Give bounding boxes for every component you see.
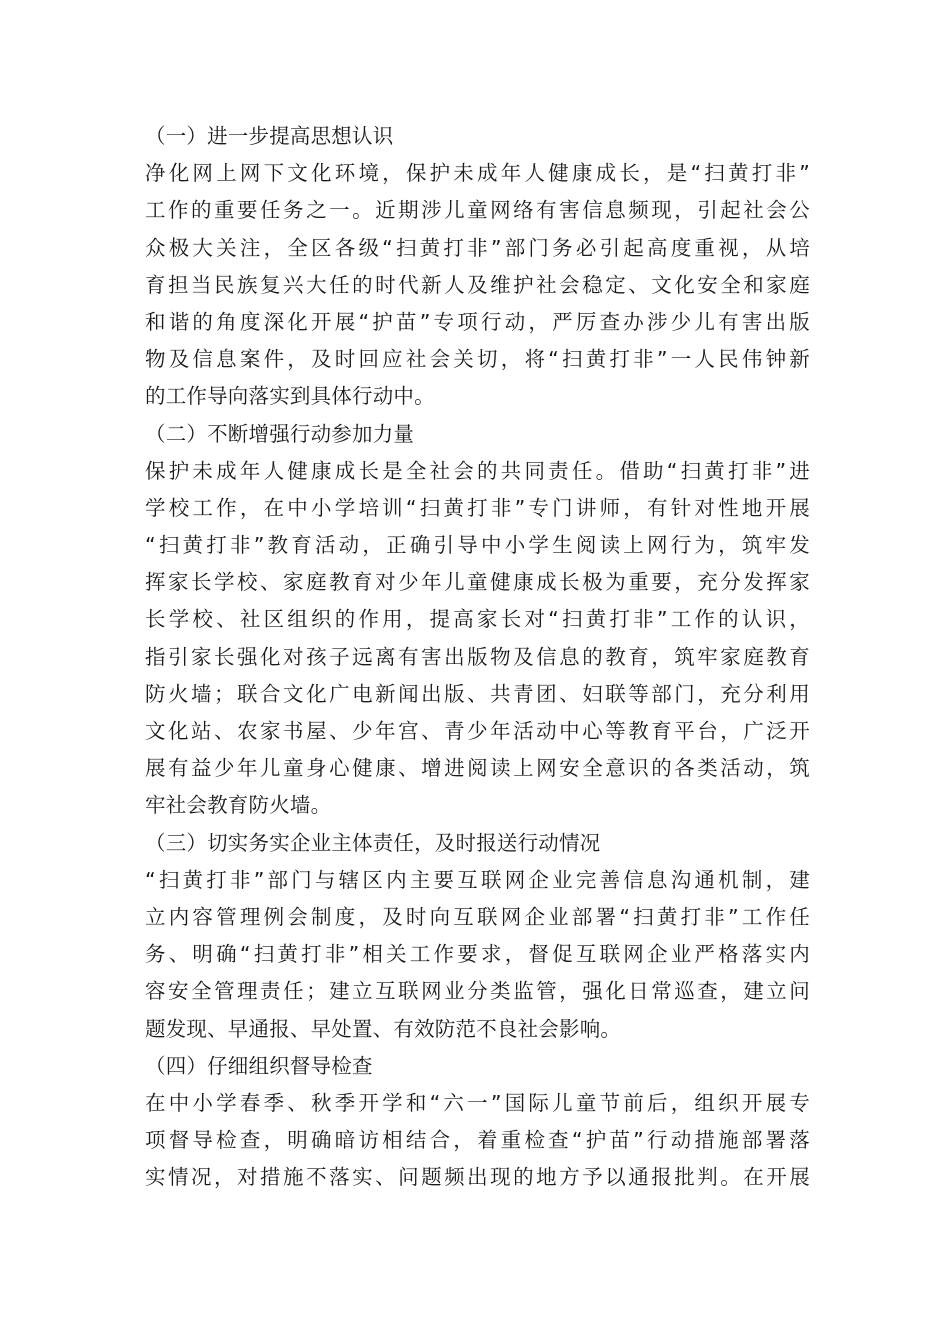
paragraph-line: “扫黄打非”部门与辖区内主要互联网企业完善信息沟通机制，建: [145, 867, 810, 892]
paragraph-line: 实情况，对措施不落实、问题频出现的地方予以通报批判。在开展: [145, 1165, 810, 1190]
section-heading: （一）进一步提高思想认识: [145, 124, 394, 148]
section-heading: （四）仔细组织督导检查: [145, 1053, 373, 1078]
paragraph-line: 净化网上网下文化环境，保护未成年人健康成长，是“扫黄打非”: [145, 161, 810, 186]
paragraph-line: “扫黄打非”教育活动，正确引导中小学生阅读上网行为，筑牢发: [145, 533, 810, 558]
paragraph-line: 挥家长学校、家庭教育对少年儿童健康成长极为重要，充分发挥家: [145, 570, 810, 595]
document-body: [145, 118, 810, 1196]
paragraph-line: 学校工作，在中小学培训“扫黄打非”专门讲师，有针对性地开展: [145, 495, 810, 520]
paragraph-line: 立内容管理例会制度，及时向互联网企业部署“扫黄打非”工作任: [145, 904, 810, 929]
paragraph-line: 容安全管理责任；建立互联网业分类监管，强化日常巡查，建立问: [145, 979, 810, 1004]
section-heading: （二）不断增强行动参加力量: [145, 421, 415, 446]
paragraph-line: 保护未成年人健康成长是全社会的共同责任。借助“扫黄打非”进: [145, 458, 810, 483]
paragraph-line: 指引家长强化对孩子远离有害出版物及信息的教育，筑牢家庭教育: [145, 644, 810, 669]
paragraph-line: 防火墙；联合文化广电新闻出版、共青团、妇联等部门，充分利用: [145, 681, 810, 706]
paragraph-line: 众极大关注，全区各级“扫黄打非”部门务必引起高度重视，从培: [145, 235, 810, 260]
paragraph-line: 在中小学春季、秋季开学和“六一”国际儿童节前后，组织开展专: [145, 1090, 810, 1115]
paragraph-line: 物及信息案件，及时回应社会关切，将“扫黄打非”一人民伟钟新: [145, 347, 810, 372]
paragraph-line: 务、明确“扫黄打非”相关工作要求，督促互联网企业严格落实内: [145, 942, 810, 967]
paragraph-line: 项督导检查，明确暗访相结合，着重检查“护苗”行动措施部署落: [145, 1128, 810, 1153]
paragraph-line: 牢社会教育防火墙。: [145, 793, 332, 818]
paragraph-line: 工作的重要任务之一。近期涉儿童网络有害信息频现，引起社会公: [145, 198, 810, 223]
paragraph-line: 题发现、早通报、早处置、有效防范不良社会影响。: [145, 1016, 622, 1041]
section-heading: （三）切实务实企业主体责任，及时报送行动情况: [145, 830, 601, 855]
paragraph-line: 和谐的角度深化开展“护苗”专项行动，严厉查办涉少儿有害出版: [145, 309, 810, 334]
paragraph-line: 文化站、农家书屋、少年宫、青少年活动中心等教育平台，广泛开: [145, 719, 810, 743]
paragraph-line: 长学校、社区组织的作用，提高家长对“扫黄打非”工作的认识，: [145, 607, 810, 632]
paragraph-line: 展有益少年儿童身心健康、增进阅读上网安全意识的各类活动，筑: [145, 756, 810, 781]
paragraph-line: 育担当民族复兴大任的时代新人及维护社会稳定、文化安全和家庭: [145, 272, 810, 297]
paragraph-line: 的工作导向落实到具体行动中。: [145, 384, 435, 409]
